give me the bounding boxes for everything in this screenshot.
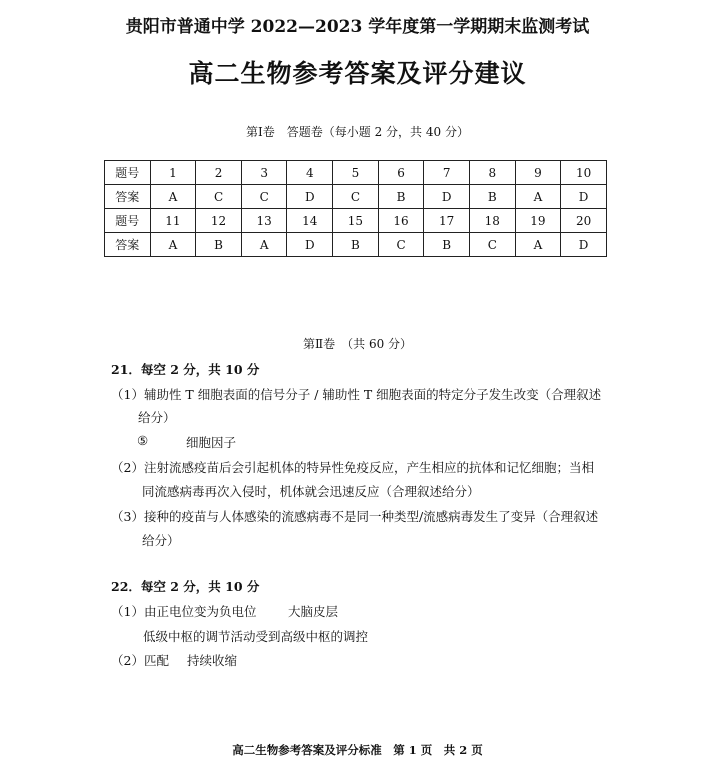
table-cell: A <box>150 233 196 257</box>
table-cell: D <box>287 233 333 257</box>
row-header-cell: 题号 <box>105 161 151 185</box>
q22-line: 低级中枢的调节活动受到高级中枢的调控 <box>143 629 369 644</box>
table-row <box>105 233 607 257</box>
table-cell: A <box>515 233 561 257</box>
table-cell: 6 <box>378 161 424 185</box>
table-cell: 13 <box>241 209 287 233</box>
table-cell: 19 <box>515 209 561 233</box>
table-cell: 12 <box>196 209 242 233</box>
table-cell: 18 <box>469 209 515 233</box>
q21-line: 同流感病毒再次入侵时，机体就会迅速反应（合理叙述给分） <box>142 484 480 499</box>
table-cell: 10 <box>561 161 607 185</box>
table-cell: 17 <box>424 209 470 233</box>
row-header-cell: 题号 <box>105 209 151 233</box>
table-cell: C <box>469 233 515 257</box>
table-cell: 16 <box>378 209 424 233</box>
q21-line: （1）辅助性 T 细胞表面的信号分子 / 辅助性 T 细胞表面的特定分子发生改变（合理叙述 <box>111 387 602 402</box>
row-header-cell: 答案 <box>105 185 151 209</box>
table-cell: B <box>196 233 242 257</box>
q22-line: （1）由正电位变为负电位 <box>111 604 257 619</box>
table-cell: A <box>150 185 196 209</box>
q21-title: 21．每空 2 分，共 10 分 <box>111 362 260 377</box>
table-cell: B <box>424 233 470 257</box>
part2-heading: 第Ⅱ卷 （共 60 分） <box>302 337 413 351</box>
table-cell: 15 <box>333 209 379 233</box>
table-cell: A <box>241 233 287 257</box>
q22-line: 大脑皮层 <box>288 604 339 619</box>
q21-line: 细胞因子 <box>186 435 237 450</box>
table-cell: 9 <box>515 161 561 185</box>
row-header-cell: 答案 <box>105 233 151 257</box>
table-cell: 3 <box>241 161 287 185</box>
part1-heading: 第Ⅰ卷 答题卷（每小题 2 分，共 40 分） <box>246 125 469 139</box>
table-cell: C <box>333 185 379 209</box>
q21-line: （3）接种的疫苗与人体感染的流感病毒不是同一种类型/流感病毒发生了变异（合理叙述 <box>111 509 599 524</box>
table-cell: D <box>561 185 607 209</box>
q21-line: （2）注射流感疫苗后会引起机体的特异性免疫反应，产生相应的抗体和记忆细胞；当相 <box>111 460 594 475</box>
table-cell: B <box>469 185 515 209</box>
table-cell: 7 <box>424 161 470 185</box>
table-cell: 5 <box>333 161 379 185</box>
table-cell: B <box>333 233 379 257</box>
table-cell: A <box>515 185 561 209</box>
table-cell: 4 <box>287 161 333 185</box>
answer-table <box>104 160 607 257</box>
q22-line: （2）匹配 <box>111 653 169 668</box>
q22-title: 22．每空 2 分，共 10 分 <box>111 579 260 594</box>
table-cell: 14 <box>287 209 333 233</box>
table-row <box>105 161 607 185</box>
table-cell: D <box>561 233 607 257</box>
document-title: 高二生物参考答案及评分建议 <box>188 59 527 88</box>
table-cell: D <box>424 185 470 209</box>
table-cell: C <box>196 185 242 209</box>
table-row <box>105 209 607 233</box>
q21-line: ⑤ <box>137 433 149 448</box>
page-footer: 高二生物参考答案及评分标准 第 1 页 共 2 页 <box>232 743 483 757</box>
table-cell: 1 <box>150 161 196 185</box>
table-cell: 11 <box>150 209 196 233</box>
table-cell: B <box>378 185 424 209</box>
table-cell: D <box>287 185 333 209</box>
exam-title: 贵阳市普通中学 2022—2023 学年度第一学期期末监测考试 <box>125 17 590 37</box>
q22-line: 持续收缩 <box>187 653 238 668</box>
q21-line: 给分） <box>138 410 176 425</box>
table-cell: 8 <box>469 161 515 185</box>
table-cell: 2 <box>196 161 242 185</box>
table-cell: C <box>241 185 287 209</box>
q21-line: 给分） <box>142 533 180 548</box>
table-row <box>105 185 607 209</box>
table-cell: 20 <box>561 209 607 233</box>
table-cell: C <box>378 233 424 257</box>
